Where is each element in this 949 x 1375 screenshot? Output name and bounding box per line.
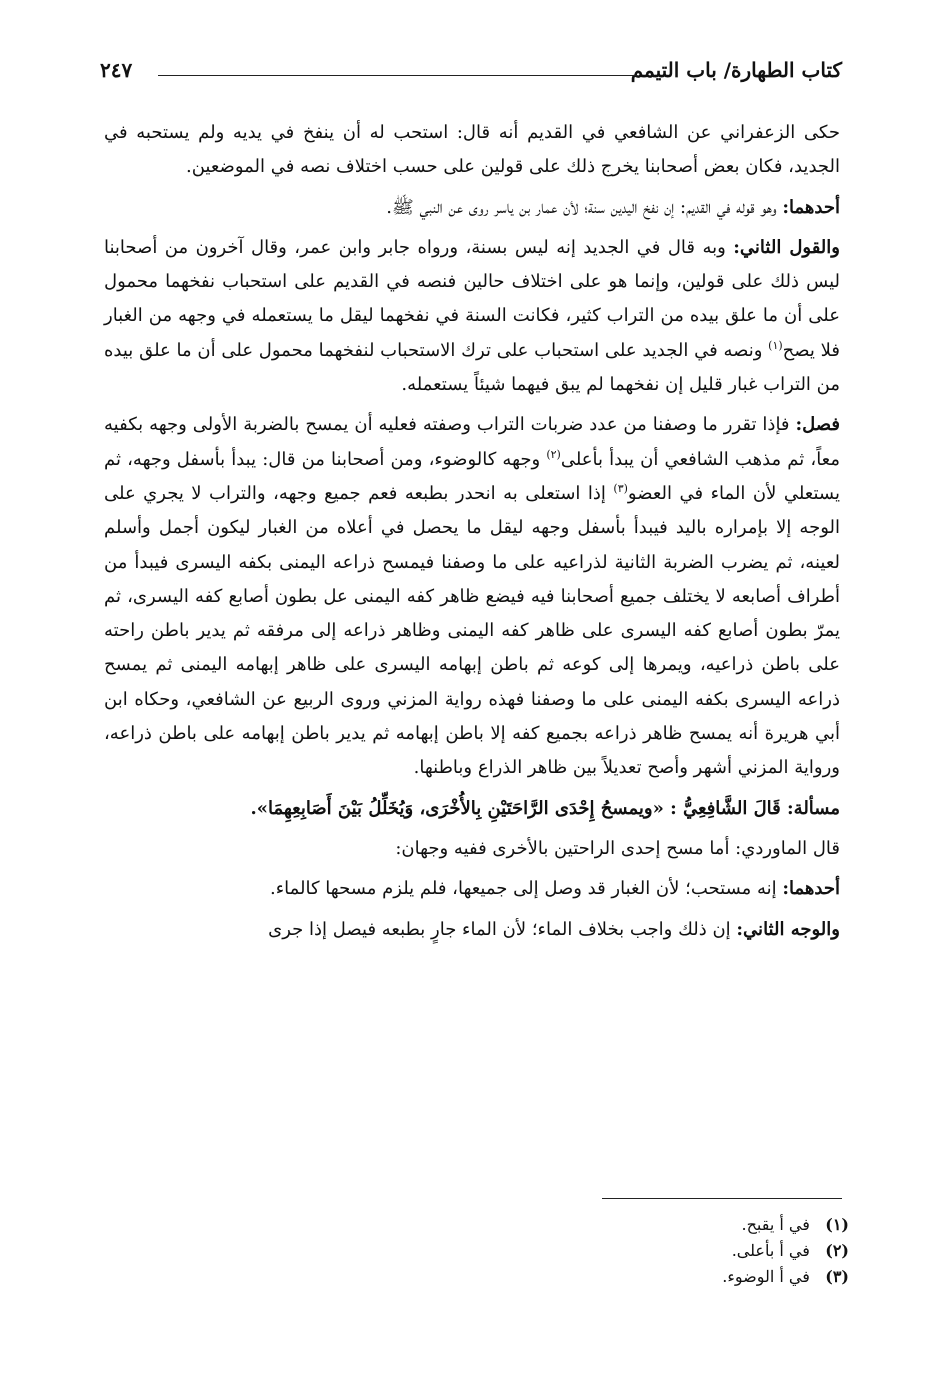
paragraph-text: قال الماوردي: أما مسح إحدى الراحتين بالأخرى ففيه وجهان: — [395, 837, 840, 859]
paragraph-text: فإذا تقرر ما وصفنا من عدد ضربات التراب وصفته فعليه أن يمسح بالضربة الأولى وجهه بكفيه معاً، ثم مذهب الشافعي أن يبدأ بأعلى — [104, 414, 841, 470]
footnote-text: في أ الوضوء. — [722, 1267, 810, 1286]
paragraph-8 — [104, 913, 840, 947]
paragraph-text: وجهه كالوضوء، ومن أصحابنا من قال: يبدأ بأسفل وجهه، ثم يستعلي لأن الماء في العضو — [104, 448, 840, 504]
paragraph-lead: مسألة: قَالَ الشَّافِعِيُّ : — [670, 797, 840, 819]
chapter-title: كتاب الطهارة/ باب التيمم — [630, 58, 842, 82]
main-text — [104, 116, 840, 953]
paragraph-text: إنه مستحب؛ لأن الغبار قد وصل إلى جميعها، فلم يلزم مسحها كالماء. — [269, 878, 783, 900]
paragraph-3 — [104, 231, 840, 402]
paragraph-7 — [104, 872, 840, 906]
footnote-text: في أ يقبح. — [741, 1215, 810, 1234]
paragraph-lead: أحدهما: — [782, 878, 840, 900]
footnotes — [449, 1212, 849, 1290]
footnote-ref: (١) — [768, 338, 783, 352]
footnote-rule — [602, 1198, 842, 1199]
paragraph-1 — [104, 116, 840, 185]
paragraph-text: إذا استعلى به انحدر بطبعه فعم جميع وجهه، والتراب لا يجري على الوجه إلا بإمراره باليد فيبدأ بأسفل وجهه ليقل ما يحصل في أعلاه من الغبار ليكون أجمل وأسلم لعينه، ثم يضرب الضربة الثانية لذراعيه على ما وصفنا فيمسح ذراعه اليمنى بكفه اليسرى فيبدأ من أطراف أصابعه لا يختلف جميع أصحابنا فيه فيضع ظاهر كفه اليمنى عل بطون أصابع كفه اليسرى، ثم يمرّ بطون أصابع كفه اليسرى على ظاهر كفه اليمنى وظاهر ذراعه إلى مرفقه ثم يدير باطن راحته على باطن ذراعيه، ويمرها إلى كوعه ثم باطن إبهامه اليسرى على ظاهر إبهامه اليمنى ثم يمسح ذراعه اليسرى بكفه اليمنى على ما وصفنا فهذه رواية المزني وروى الربيع عن الشافعي، وحكاه ابن أبي هريرة أنه يمسح ظاهر ذراعه بجميع كفه إلا باطن إبهامه ثم يدير باطن إبهامه على باطن ذراعه، ورواية المزني أشهر وأصح تعديلاً بين ظاهر الذراع وباطنها. — [104, 482, 840, 779]
paragraph-lead: فصل: — [795, 414, 840, 436]
footnote-text: في أ بأعلى. — [731, 1241, 810, 1260]
paragraph-lead: أحدهما: — [782, 196, 840, 218]
paragraph-5 — [104, 792, 840, 826]
paragraph-text: ونصه في الجديد على استحباب على ترك الاستحباب لنفخهما محمول على أن ما علق بيده من التراب غبار قليل إن نفخهما لم يبق فيهما شيئاً يستعمله. — [104, 339, 840, 396]
paragraph-2 — [104, 191, 840, 225]
footnote-number: (٣) — [825, 1267, 849, 1286]
footnote-number: (١) — [825, 1215, 849, 1234]
footnote-ref: (٢) — [546, 447, 561, 461]
footnote-number: (٢) — [825, 1241, 849, 1260]
header-rule — [158, 75, 637, 76]
paragraph-text: وبه قال في الجديد إنه ليس بسنة، ورواه جابر وابن عمر، وقال آخرون من أصحابنا ليس ذلك على قولين، وإنما هو على اختلاف حالين فنصه في القديم على استحباب نفخهما محمول على أن ما علق بيده من التراب كثير، فكانت السنة في نفخهما ليقل ما يستعمله في وجهه من الغبار فلا يصح — [104, 236, 840, 361]
paragraph-text: حكى الزعفراني عن الشافعي في القديم أنه قال: استحب له أن ينفخ في يديه ولم يستحبه في الجديد، فكان بعض أصحابنا يخرج ذلك على قولين على حسب اختلاف نصه في الموضعين. — [104, 122, 840, 178]
page-number: ٢٤٧ — [100, 58, 133, 82]
paragraph-text: إن ذلك واجب بخلاف الماء؛ لأن الماء جارٍ بطبعه فيصل إذا جرى — [268, 918, 737, 940]
footnote-ref: (٣) — [613, 481, 628, 495]
paragraph-lead: والقول الثاني: — [733, 236, 840, 258]
paragraph-6 — [104, 832, 840, 866]
paragraph-text: وهو قوله في القديم: إن نفخ اليدين سنة؛ لأن عمار بن ياسر روى عن النبي ﷺ. — [386, 196, 783, 218]
running-header — [100, 58, 842, 92]
paragraph-lead: والوجه الثاني: — [736, 918, 840, 940]
footnote — [449, 1264, 849, 1290]
quoted-text: «ويمسحُ إِحْدَى الرَّاحَتَيْنِ بِالأُخْرَى، وَيُخَلِّلُ بَيْنَ أَصَابِعِهِمَا». — [250, 797, 671, 819]
footnote — [449, 1238, 849, 1264]
footnote — [449, 1212, 849, 1238]
paragraph-4 — [104, 408, 840, 785]
